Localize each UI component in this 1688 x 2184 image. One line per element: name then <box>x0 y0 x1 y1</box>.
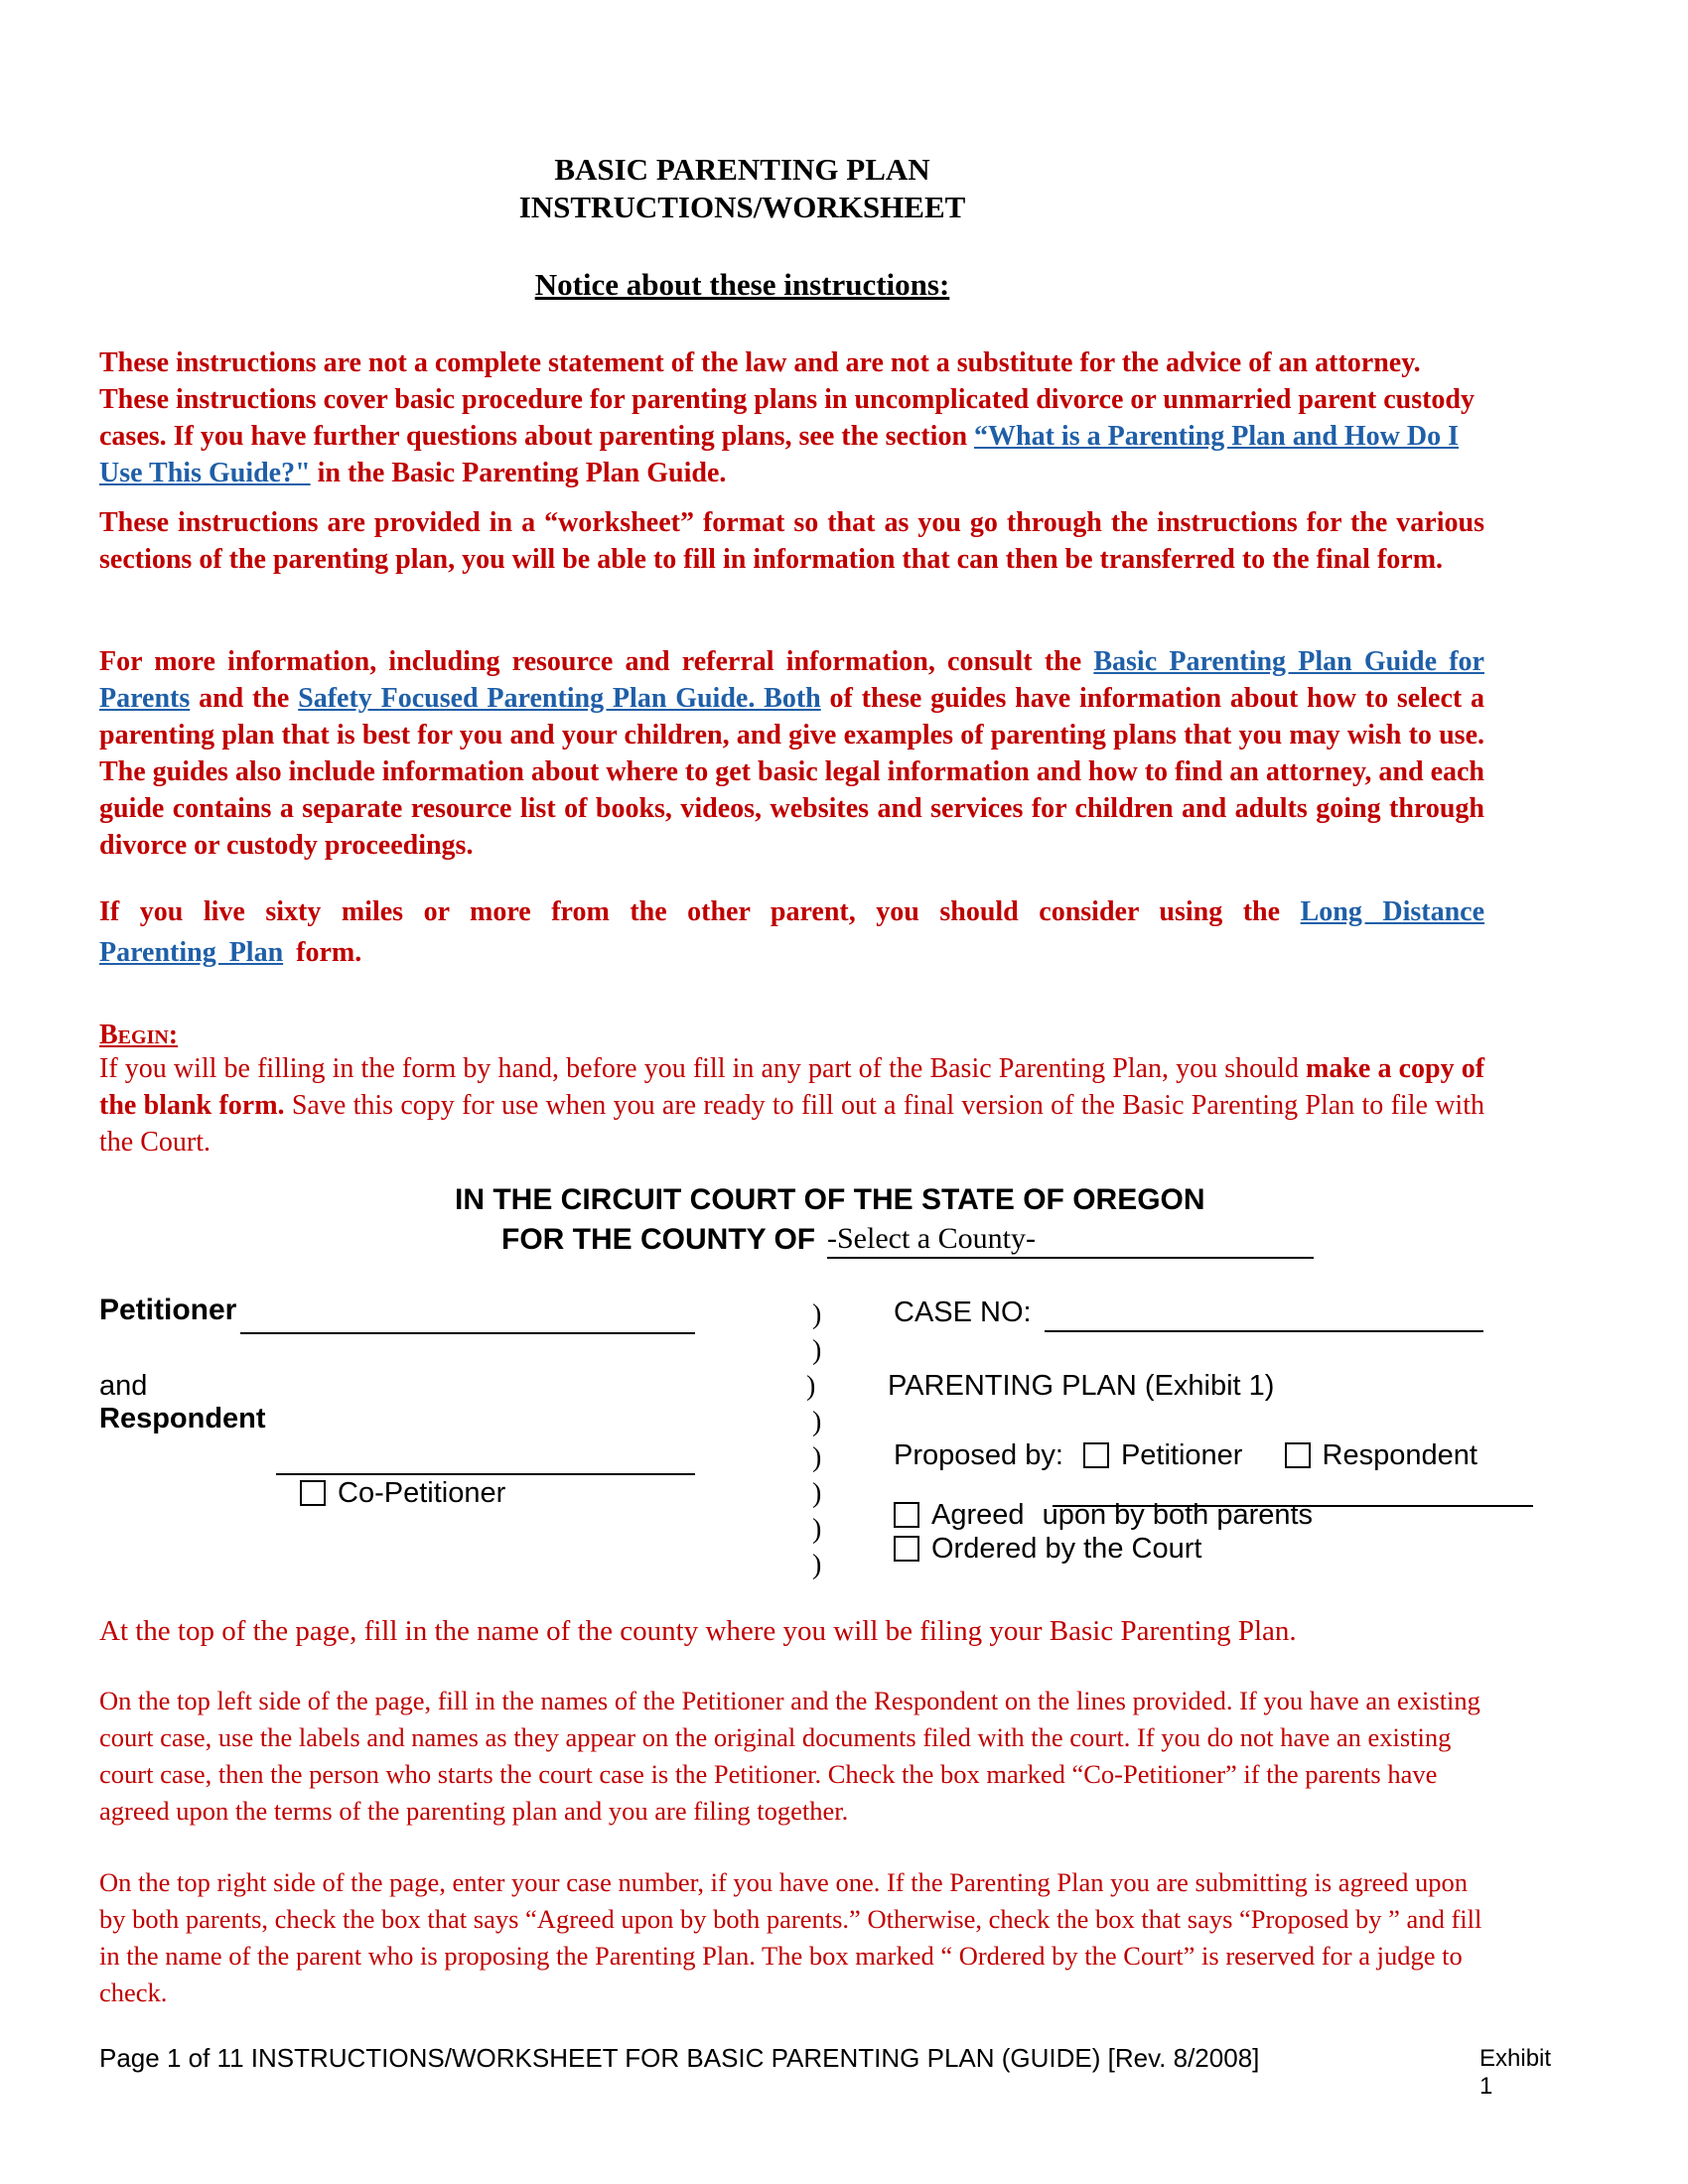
respondent-label: Respondent <box>99 1403 266 1434</box>
notice-paragraph-1 <box>99 344 1484 491</box>
paren: ) <box>812 1550 822 1580</box>
ordered-label: Ordered by the Court <box>931 1533 1202 1565</box>
notice-p4-tail: form. <box>296 937 362 968</box>
county-label: FOR THE COUNTY OF <box>501 1223 816 1256</box>
paren: ) <box>812 1299 822 1330</box>
safety-guide-link[interactable]: Safety Focused Parenting Plan Guide. Both <box>298 683 821 714</box>
notice-p3-tail: of these guides have information about how to select a parenting plan that is best for you and your children, and give examples of parenting plans that you may wish to use. The guides also include information about where to get basic legal information and how to find an attorney, and each guide contains a separate resource list of books, videos, websites and services for children and adults going through divorce or custody proceedings. <box>99 683 1485 861</box>
paren: ) <box>812 1478 822 1509</box>
and-label: and <box>99 1370 148 1402</box>
begin-text-2: Save this copy for use when you are ready to fill out a final version of the Basic Parenting Plan to file with the Court. <box>99 1090 1484 1158</box>
begin-bold: make a copy of the blank form. <box>99 1053 1485 1121</box>
instruction-names: On the top left side of the page, fill in the names of the Petitioner and the Respondent on the lines provided. If you have an existing court case, use the labels and names as they appear on the original documents filed with the court. If you do not have an existing court case, then the person who starts the court case is the Petitioner. Check the box marked “Co-Petitioner” if the parents have agreed upon the terms of the parenting plan and you are filing together. <box>99 1686 1480 1826</box>
co-petitioner-option[interactable] <box>300 1477 505 1510</box>
respondent-name-field[interactable] <box>276 1443 695 1475</box>
agreed-label: Agreed <box>931 1499 1025 1531</box>
notice-p1-tail: in the Basic Parenting Plan Guide. <box>317 458 727 488</box>
page-title-line2: INSTRUCTIONS/WORKSHEET <box>518 190 966 224</box>
parenting-plan-title: PARENTING PLAN (Exhibit 1) <box>888 1370 1275 1402</box>
paren: ) <box>812 1335 822 1366</box>
agreed-tail: upon by both parents <box>1042 1499 1314 1531</box>
proposed-petitioner-label: Petitioner <box>1120 1439 1243 1471</box>
co-petitioner-checkbox[interactable] <box>300 1480 326 1506</box>
proposed-by-label: Proposed by: <box>894 1439 1063 1471</box>
case-no-label: CASE NO: <box>894 1297 1032 1328</box>
paren: ) <box>812 1407 822 1437</box>
county-select[interactable]: -Select a County- <box>827 1221 1314 1259</box>
long-distance-plan-link[interactable]: Long Distance Parenting Plan <box>99 896 1485 968</box>
begin-paragraph <box>99 1050 1484 1160</box>
ordered-checkbox[interactable] <box>894 1536 919 1562</box>
paren: ) <box>806 1371 816 1402</box>
ordered-option[interactable] <box>894 1533 1201 1566</box>
notice-p3-lead: For more information, including resource and referral information, consult the <box>99 646 1082 677</box>
notice-p4-lead: If you live sixty miles or more from the other parent, you should consider using the <box>99 896 1281 927</box>
footer-exhibit: Exhibit 1 <box>1479 2045 1552 2100</box>
petitioner-name-field[interactable] <box>240 1298 695 1334</box>
guide-section-link[interactable]: “What is a Parenting Plan and How Do I Use This Guide?" <box>99 421 1460 488</box>
agreed-option[interactable] <box>894 1499 1313 1532</box>
notice-paragraph-3 <box>99 643 1484 864</box>
notice-paragraph-4 <box>99 891 1484 973</box>
paren: ) <box>812 1514 822 1545</box>
notice-heading-text: Notice about these instructions: <box>534 267 950 302</box>
notice-p3-mid: and the <box>199 683 290 714</box>
instruction-case-number: On the top right side of the page, enter your case number, if you have one. If the Parenting Plan you are submitting is agreed upon by both parents, check the box that says “Agreed upon by both parents.” Otherwise, check the box that says “Proposed by ” and fill in the name of the parent who is proposing the Parenting Plan. The box marked “ Ordered by the Court” is reserved for a judge to check. <box>99 1867 1482 2007</box>
page-title-line1: BASIC PARENTING PLAN <box>554 152 930 187</box>
basic-guide-link[interactable]: Basic Parenting Plan Guide for Parents <box>99 646 1484 714</box>
instruction-county: At the top of the page, fill in the name of the county where you will be filing your Basic Parenting Plan. <box>99 1615 1297 1647</box>
case-no-field[interactable] <box>1045 1300 1483 1332</box>
court-line-2 <box>501 1223 815 1257</box>
petitioner-label: Petitioner <box>99 1294 237 1326</box>
proposed-by-row <box>894 1439 1477 1472</box>
co-petitioner-label: Co-Petitioner <box>338 1477 506 1509</box>
footer-page-info: Page 1 of 11 INSTRUCTIONS/WORKSHEET FOR BASIC PARENTING PLAN (GUIDE) [Rev. 8/2008] <box>99 2043 1260 2073</box>
proposed-respondent-label: Respondent <box>1322 1439 1477 1471</box>
proposed-petitioner-checkbox[interactable] <box>1083 1442 1109 1468</box>
notice-paragraph-2: These instructions are provided in a “worksheet” format so that as you go through the instructions for the various sections of the parenting plan, you will be able to fill in information that can then be transferred to the final form. <box>99 507 1484 575</box>
begin-text-1: If you will be filling in the form by hand, before you fill in any part of the Basic Parenting Plan, you should <box>99 1053 1299 1084</box>
paren: ) <box>812 1442 822 1473</box>
proposed-respondent-checkbox[interactable] <box>1285 1442 1311 1468</box>
court-line-1: IN THE CIRCUIT COURT OF THE STATE OF OREGON <box>455 1183 1205 1216</box>
notice-p1-text: These instructions are not a complete statement of the law and are not a substitute for the advice of an attorney. These instructions cover basic procedure for parenting plans in uncomplicated divorce or unmarried parent custody cases. If you have further questions about parenting plans, see the section <box>99 347 1476 452</box>
begin-heading <box>99 1017 1484 1053</box>
begin-heading-text: Begin: <box>99 1020 179 1050</box>
agreed-checkbox[interactable] <box>894 1502 919 1528</box>
